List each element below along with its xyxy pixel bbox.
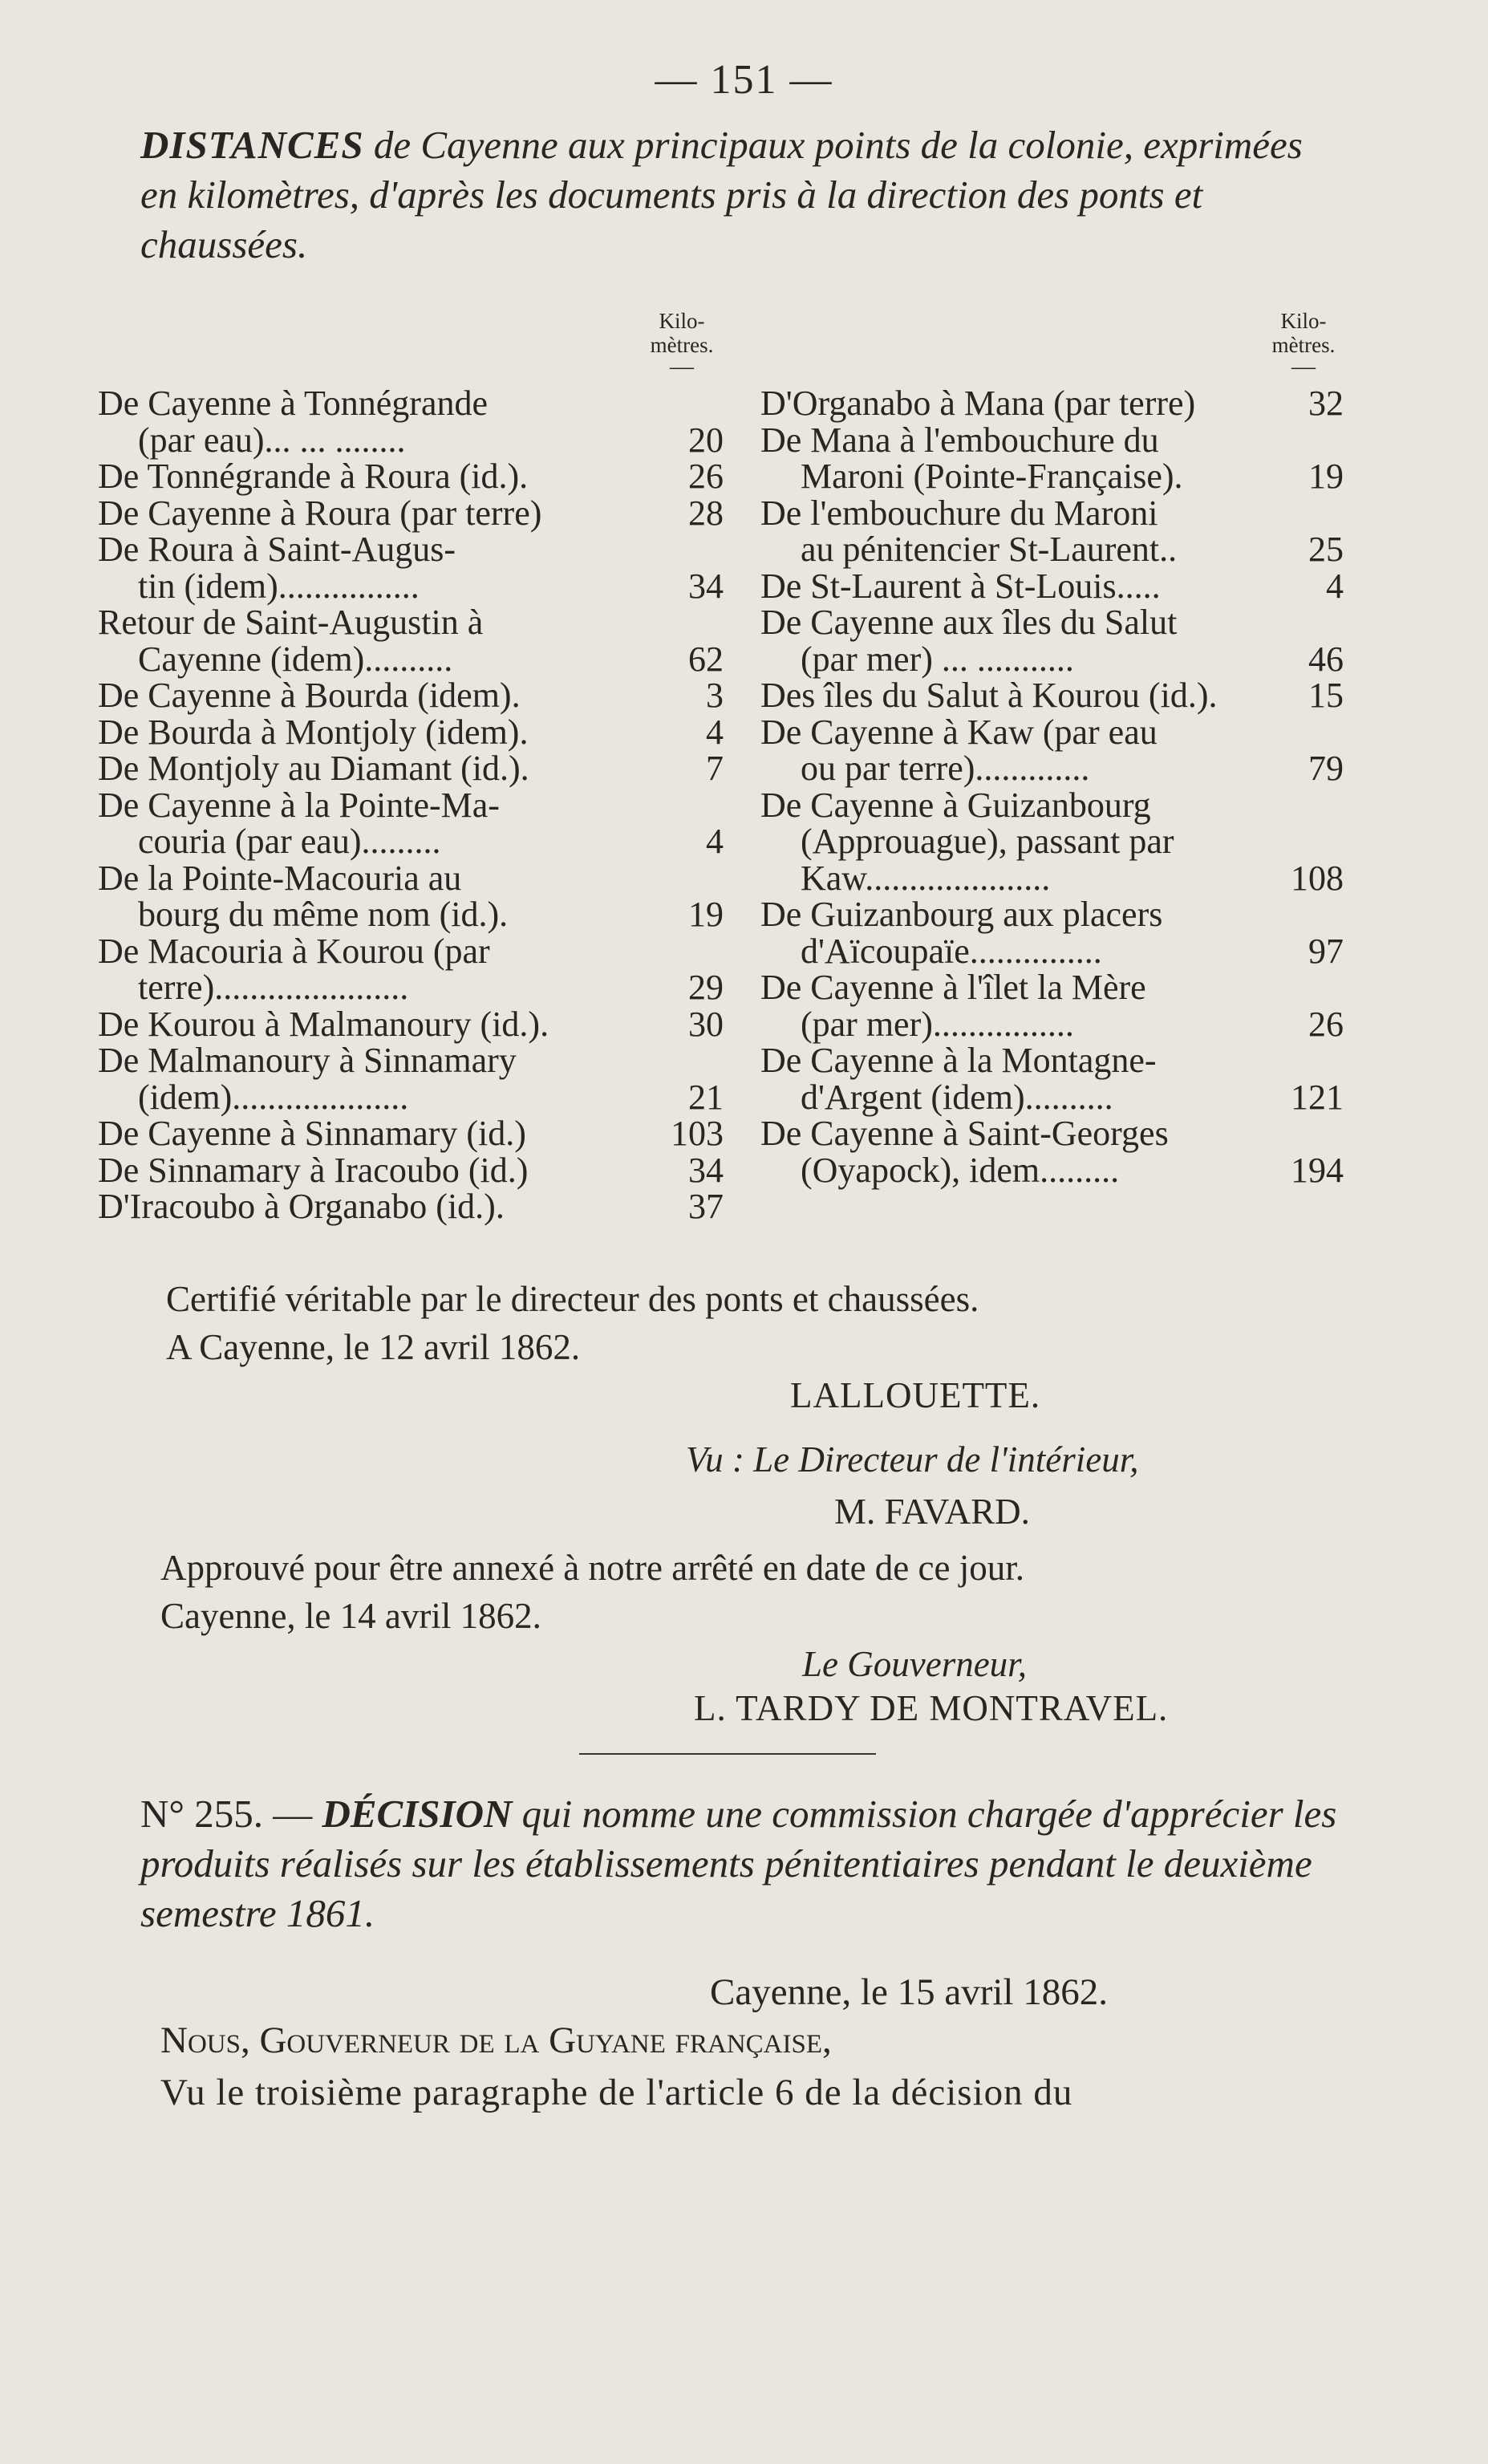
distance-entry	[98, 1152, 724, 1189]
page-number: — 151 —	[655, 57, 833, 103]
route-text: De St-Laurent à St-Louis.....	[760, 566, 1161, 606]
distance-value: 3	[706, 676, 724, 715]
distance-value: 97	[1308, 931, 1344, 971]
route-text: d'Aïcoupaïe...............	[801, 931, 1102, 971]
route-text: Des îles du Salut à Kourou (id.).	[760, 676, 1218, 715]
route-text: De Sinnamary à Iracoubo (id.)	[98, 1150, 529, 1190]
distance-entry	[760, 787, 1344, 897]
route-text: bourg du même nom (id.).	[138, 895, 509, 934]
distance-entry	[760, 1115, 1344, 1188]
distance-value: 25	[1308, 530, 1344, 569]
route-text: De Cayenne aux îles du Salut	[760, 603, 1178, 642]
distance-value: 26	[1308, 1004, 1344, 1044]
unit-line2: mètres.	[1271, 333, 1336, 357]
distance-value: 7	[706, 749, 724, 788]
distance-value: 121	[1291, 1077, 1344, 1117]
distance-value: 19	[1308, 457, 1344, 496]
distance-value: 37	[688, 1187, 724, 1226]
distance-entry	[98, 1188, 724, 1225]
distance-entry	[760, 896, 1344, 969]
distance-entry	[760, 714, 1344, 787]
distance-entry	[98, 1115, 724, 1152]
route-text: De Cayenne à la Montagne-	[760, 1041, 1157, 1080]
distance-value: 30	[688, 1004, 724, 1044]
unit-dash: —	[1291, 353, 1316, 380]
unit-line1: Kilo-	[659, 309, 705, 333]
distance-entry	[760, 604, 1344, 677]
route-text: (Oyapock), idem.........	[801, 1150, 1120, 1190]
decision-keyword: DÉCISION	[322, 1792, 513, 1836]
route-text: ou par terre).............	[801, 749, 1090, 788]
route-text: De Guizanbourg aux placers	[760, 895, 1163, 934]
distance-entry	[98, 458, 724, 495]
route-text: De Cayenne à l'îlet la Mère	[760, 968, 1146, 1007]
distance-value: 79	[1308, 749, 1344, 788]
section-divider	[579, 1753, 876, 1755]
distance-entry	[760, 495, 1344, 568]
distance-entry	[98, 860, 724, 933]
distance-value: 4	[706, 712, 724, 752]
distance-entry	[98, 495, 724, 532]
unit-header-right	[1263, 309, 1344, 380]
route-text: De Cayenne à Sinnamary (id.)	[98, 1114, 526, 1153]
distance-value: 194	[1291, 1150, 1344, 1190]
unit-line1: Kilo-	[1280, 309, 1327, 333]
distance-value: 4	[1326, 566, 1344, 606]
route-text: De Cayenne à Kaw (par eau	[760, 712, 1158, 752]
distance-entry	[760, 385, 1344, 422]
distance-value: 29	[688, 968, 724, 1007]
distance-entry	[98, 1042, 724, 1115]
route-text: tin (idem)................	[138, 566, 420, 606]
signature-lallouette: LALLOUETTE.	[790, 1375, 1041, 1415]
distance-entry	[760, 1042, 1344, 1115]
decision-nous: Nous, Gouverneur de la Guyane française,	[160, 2020, 832, 2061]
signature-favard: M. FAVARD.	[834, 1492, 1030, 1532]
signature-montravel: L. TARDY DE MONTRAVEL.	[694, 1688, 1169, 1728]
route-text: (par eau)... ... ........	[138, 420, 406, 460]
distance-entry	[98, 385, 724, 458]
route-text: De Malmanoury à Sinnamary	[98, 1041, 517, 1080]
route-text: De Roura à Saint-Augus-	[98, 530, 456, 569]
distance-entry	[98, 531, 724, 604]
route-text: De Cayenne à Roura (par terre)	[98, 493, 542, 533]
approval-line1: Approuvé pour être annexé à notre arrêté en date de ce jour.	[160, 1548, 1024, 1588]
route-text: De la Pointe-Macouria au	[98, 858, 462, 898]
approval-line2: Cayenne, le 14 avril 1862.	[160, 1596, 541, 1636]
route-text: De Cayenne à la Pointe-Ma-	[98, 785, 500, 825]
distance-value: 15	[1308, 676, 1344, 715]
title-lead: DISTANCES	[140, 123, 364, 167]
distance-entry	[760, 969, 1344, 1042]
certification-line2: A Cayenne, le 12 avril 1862.	[166, 1327, 581, 1367]
route-text: De Mana à l'embouchure du	[760, 420, 1159, 460]
route-text: (par mer) ... ...........	[801, 639, 1074, 679]
distance-entry	[98, 750, 724, 787]
distance-value: 4	[706, 822, 724, 861]
route-text: d'Argent (idem)..........	[801, 1077, 1113, 1117]
decision-number: N° 255. —	[140, 1792, 313, 1836]
distance-value: 19	[688, 895, 724, 934]
route-text: D'Iracoubo à Organabo (id.).	[98, 1187, 505, 1226]
route-text: De l'embouchure du Maroni	[760, 493, 1158, 533]
distance-entry	[98, 677, 724, 714]
route-text: De Cayenne à Saint-Georges	[760, 1114, 1169, 1153]
distance-value: 103	[671, 1114, 724, 1153]
certification-line1: Certifié véritable par le directeur des ponts et chaussées.	[166, 1279, 979, 1319]
decision-heading	[140, 1789, 1344, 1938]
table-title	[140, 120, 1344, 270]
route-text: De Cayenne à Guizanbourg	[760, 785, 1151, 825]
distance-column-left	[98, 385, 724, 1225]
vu-directeur: Vu : Le Directeur de l'intérieur,	[686, 1439, 1139, 1480]
distance-value: 28	[688, 493, 724, 533]
unit-dash: —	[670, 353, 694, 380]
distance-entry	[760, 422, 1344, 495]
route-text: De Macouria à Kourou (par	[98, 931, 490, 971]
route-text: Maroni (Pointe-Française).	[801, 457, 1183, 496]
distance-value: 34	[688, 1150, 724, 1190]
title-rest: de Cayenne aux principaux points de la colonie, exprimées en kilomètres, d'après les documents pris à la direction des ponts et chaussées.	[140, 123, 1303, 266]
distance-column-right	[760, 385, 1344, 1188]
route-text: De Bourda à Montjoly (idem).	[98, 712, 529, 752]
unit-header-left	[642, 309, 722, 380]
route-text: au pénitencier St-Laurent..	[801, 530, 1178, 569]
distance-value: 21	[688, 1077, 724, 1117]
route-text: (par mer)................	[801, 1004, 1074, 1044]
distance-value: 32	[1308, 384, 1344, 423]
distance-value: 34	[688, 566, 724, 606]
route-text: couria (par eau).........	[138, 822, 441, 861]
distance-entry	[98, 714, 724, 751]
route-text: De Cayenne à Tonnégrande	[98, 384, 489, 423]
distance-value: 46	[1308, 639, 1344, 679]
route-text: (Approuague), passant par	[801, 822, 1174, 861]
distance-value: 26	[688, 457, 724, 496]
route-text: terre)......................	[138, 968, 409, 1007]
decision-place-date: Cayenne, le 15 avril 1862.	[710, 1971, 1108, 2013]
route-text: De Cayenne à Bourda (idem).	[98, 676, 521, 715]
distance-entry	[760, 568, 1344, 605]
distance-value: 108	[1291, 858, 1344, 898]
route-text: Cayenne (idem)..........	[138, 639, 453, 679]
route-text: D'Organabo à Mana (par terre)	[760, 384, 1196, 423]
distance-entry	[98, 1006, 724, 1043]
distance-entry	[760, 677, 1344, 714]
route-text: (idem)....................	[138, 1077, 409, 1117]
route-text: Retour de Saint-Augustin à	[98, 603, 484, 642]
route-text: Kaw.....................	[801, 858, 1051, 898]
distance-value: 62	[688, 639, 724, 679]
route-text: De Tonnégrande à Roura (id.).	[98, 457, 529, 496]
gouverneur-role: Le Gouverneur,	[802, 1644, 1027, 1684]
decision-vu-line: Vu le troisième paragraphe de l'article 6 de la décision du	[160, 2072, 1073, 2113]
decision-text: qui nomme une commission chargée d'apprécier les produits réalisés sur les établissements pénitentiaires pendant le deuxième semestre 1861.	[140, 1792, 1337, 1935]
route-text: De Kourou à Malmanoury (id.).	[98, 1004, 549, 1044]
unit-line2: mètres.	[650, 333, 714, 357]
distance-entry	[98, 604, 724, 677]
distance-entry	[98, 787, 724, 860]
route-text: De Montjoly au Diamant (id.).	[98, 749, 529, 788]
distance-value: 20	[688, 420, 724, 460]
distance-entry	[98, 933, 724, 1006]
